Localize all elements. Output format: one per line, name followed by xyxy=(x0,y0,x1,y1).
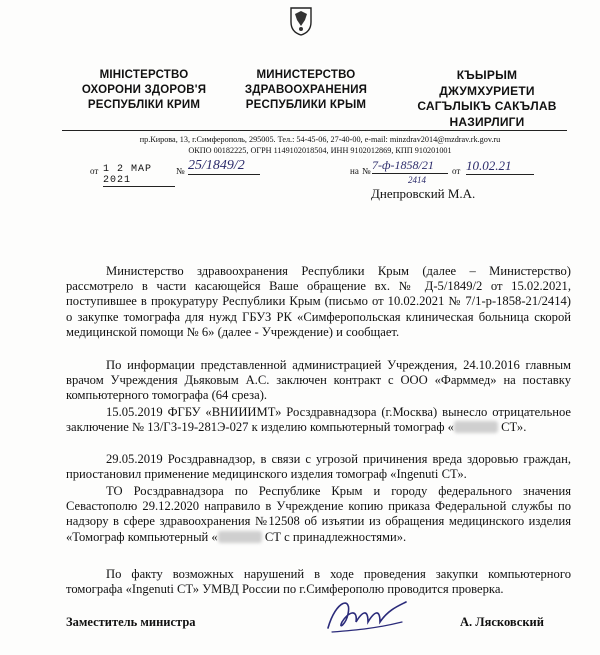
header-ru-line: ЗДРАВООХРАНЕНИЯ xyxy=(244,84,368,96)
header-divider xyxy=(62,130,567,131)
address-line: пр.Кирова, 13, г.Симферополь, 295005. Тел.: 54-45-06, 27-40-00, e-mail: minzdrav2014@mzdrav.rk.gov.ru xyxy=(139,135,501,144)
header-ru-line: МИНИСТЕРСТВО xyxy=(256,69,356,81)
paragraph-text: ТО Росздравнадзора по Республике Крым и городу федерального значения Севастополю 29.12.2020 направило в Учреждение копию приказа Федеральной службы по надзору в сфере здравоохранения №12508 об изъятии из обращения медицинского изделия «Томограф компьютерный « xyxy=(66,484,571,544)
paragraph-text: СТ». xyxy=(497,420,527,435)
paragraph-text: 15.05.2019 ФГБУ «ВНИИИМТ» Росздравнадзора (г.Москва) вынесло отрицательное заключение № 13/ГЗ-19-281Э-027 к изделию компьютерный томограф « xyxy=(66,405,571,435)
paragraph: Министерство здравоохранения Республики Крым (далее – Министерство) рассмотрело в части касающейся Ваше обращение вх. № Д-5/1849/2 от 15.02.2021, поступившее в прокуратуру Республики Крым (письмо от 10.02.2021 № 7/1-р-1858-21/2414) о закупке томографа для нужд ГБУЗ РК «Симферопольская клиническая больница скорой медицинской помощи № 6» (далее - Учреждение) и сообщает. xyxy=(66,264,571,339)
paragraph: 29.05.2019 Росздравнадзор, в связи с угрозой причинения вреда здоровью граждан, приостановил применение медицинского изделия томограф «Ingenuti СТ». xyxy=(66,452,571,482)
incoming-number: 7-ф-1858/21 xyxy=(372,158,448,174)
header-ct-line: НАЗИРЛИГИ xyxy=(449,114,525,129)
header-ua-line: РЕСПУБЛІКИ КРИМ xyxy=(87,99,201,111)
incoming-date-label: от xyxy=(452,166,461,176)
header-ct-line: САГЪЛЫКЪ САКЪЛАВ xyxy=(417,99,557,113)
outgoing-date-label: от xyxy=(90,166,99,176)
outgoing-number-label: № xyxy=(176,166,185,176)
header-ua-line: МІНІСТЕРСТВО xyxy=(99,69,189,81)
paragraph-text: СТ с принадлежностями». xyxy=(261,529,407,544)
outgoing-number: 25/1849/2 xyxy=(188,158,260,175)
handwritten-signature xyxy=(318,592,414,638)
header-ukrainian xyxy=(64,68,224,113)
requisites-line: ОКПО 00182225, ОГРН 1149102018504, ИНН 9102012869, КПП 910201001 xyxy=(188,146,452,155)
incoming-number-suffix: 2414 xyxy=(408,175,426,185)
crimea-coat-of-arms-icon xyxy=(289,6,313,36)
addressee: Днепровский М.А. xyxy=(371,186,476,201)
redacted-text xyxy=(454,421,498,433)
paragraph: По информации представленной администрацией Учреждения, 24.10.2016 главным врачом Учреждения Дьяковым А.С. заключен контракт с ООО «Фарммед» на поставку компьютерного томографа (64 среза). xyxy=(66,358,571,403)
paragraph xyxy=(66,484,571,545)
header-ct-line: КЪЫРЫМ xyxy=(456,68,518,82)
redacted-text xyxy=(218,531,262,543)
signatory-title: Заместитель министра xyxy=(66,615,196,629)
paragraph: По факту возможных нарушений в ходе проведения закупки компьютерного томографа «Ingenuti СТ» УМВД России по г.Симферополю проводится проверка. xyxy=(66,567,571,597)
paragraph xyxy=(66,405,571,435)
signatory-name: А. Лясковский xyxy=(460,615,544,629)
header-ua-line: ОХОРОНИ ЗДОРОВ'Я xyxy=(81,84,207,96)
header-ru-line: РЕСПУБЛИКИ КРЫМ xyxy=(245,99,367,111)
header-russian xyxy=(226,68,386,113)
header-crimean-tatar xyxy=(412,68,562,130)
reply-to-label: на xyxy=(350,166,359,176)
header-ct-line: ДЖУМХУРИЕТИ xyxy=(439,83,535,98)
incoming-date: 10.02.21 xyxy=(466,158,534,175)
incoming-number-label: № xyxy=(362,166,371,176)
outgoing-date-stamp: 1 2 МАР 2021 xyxy=(103,164,175,187)
